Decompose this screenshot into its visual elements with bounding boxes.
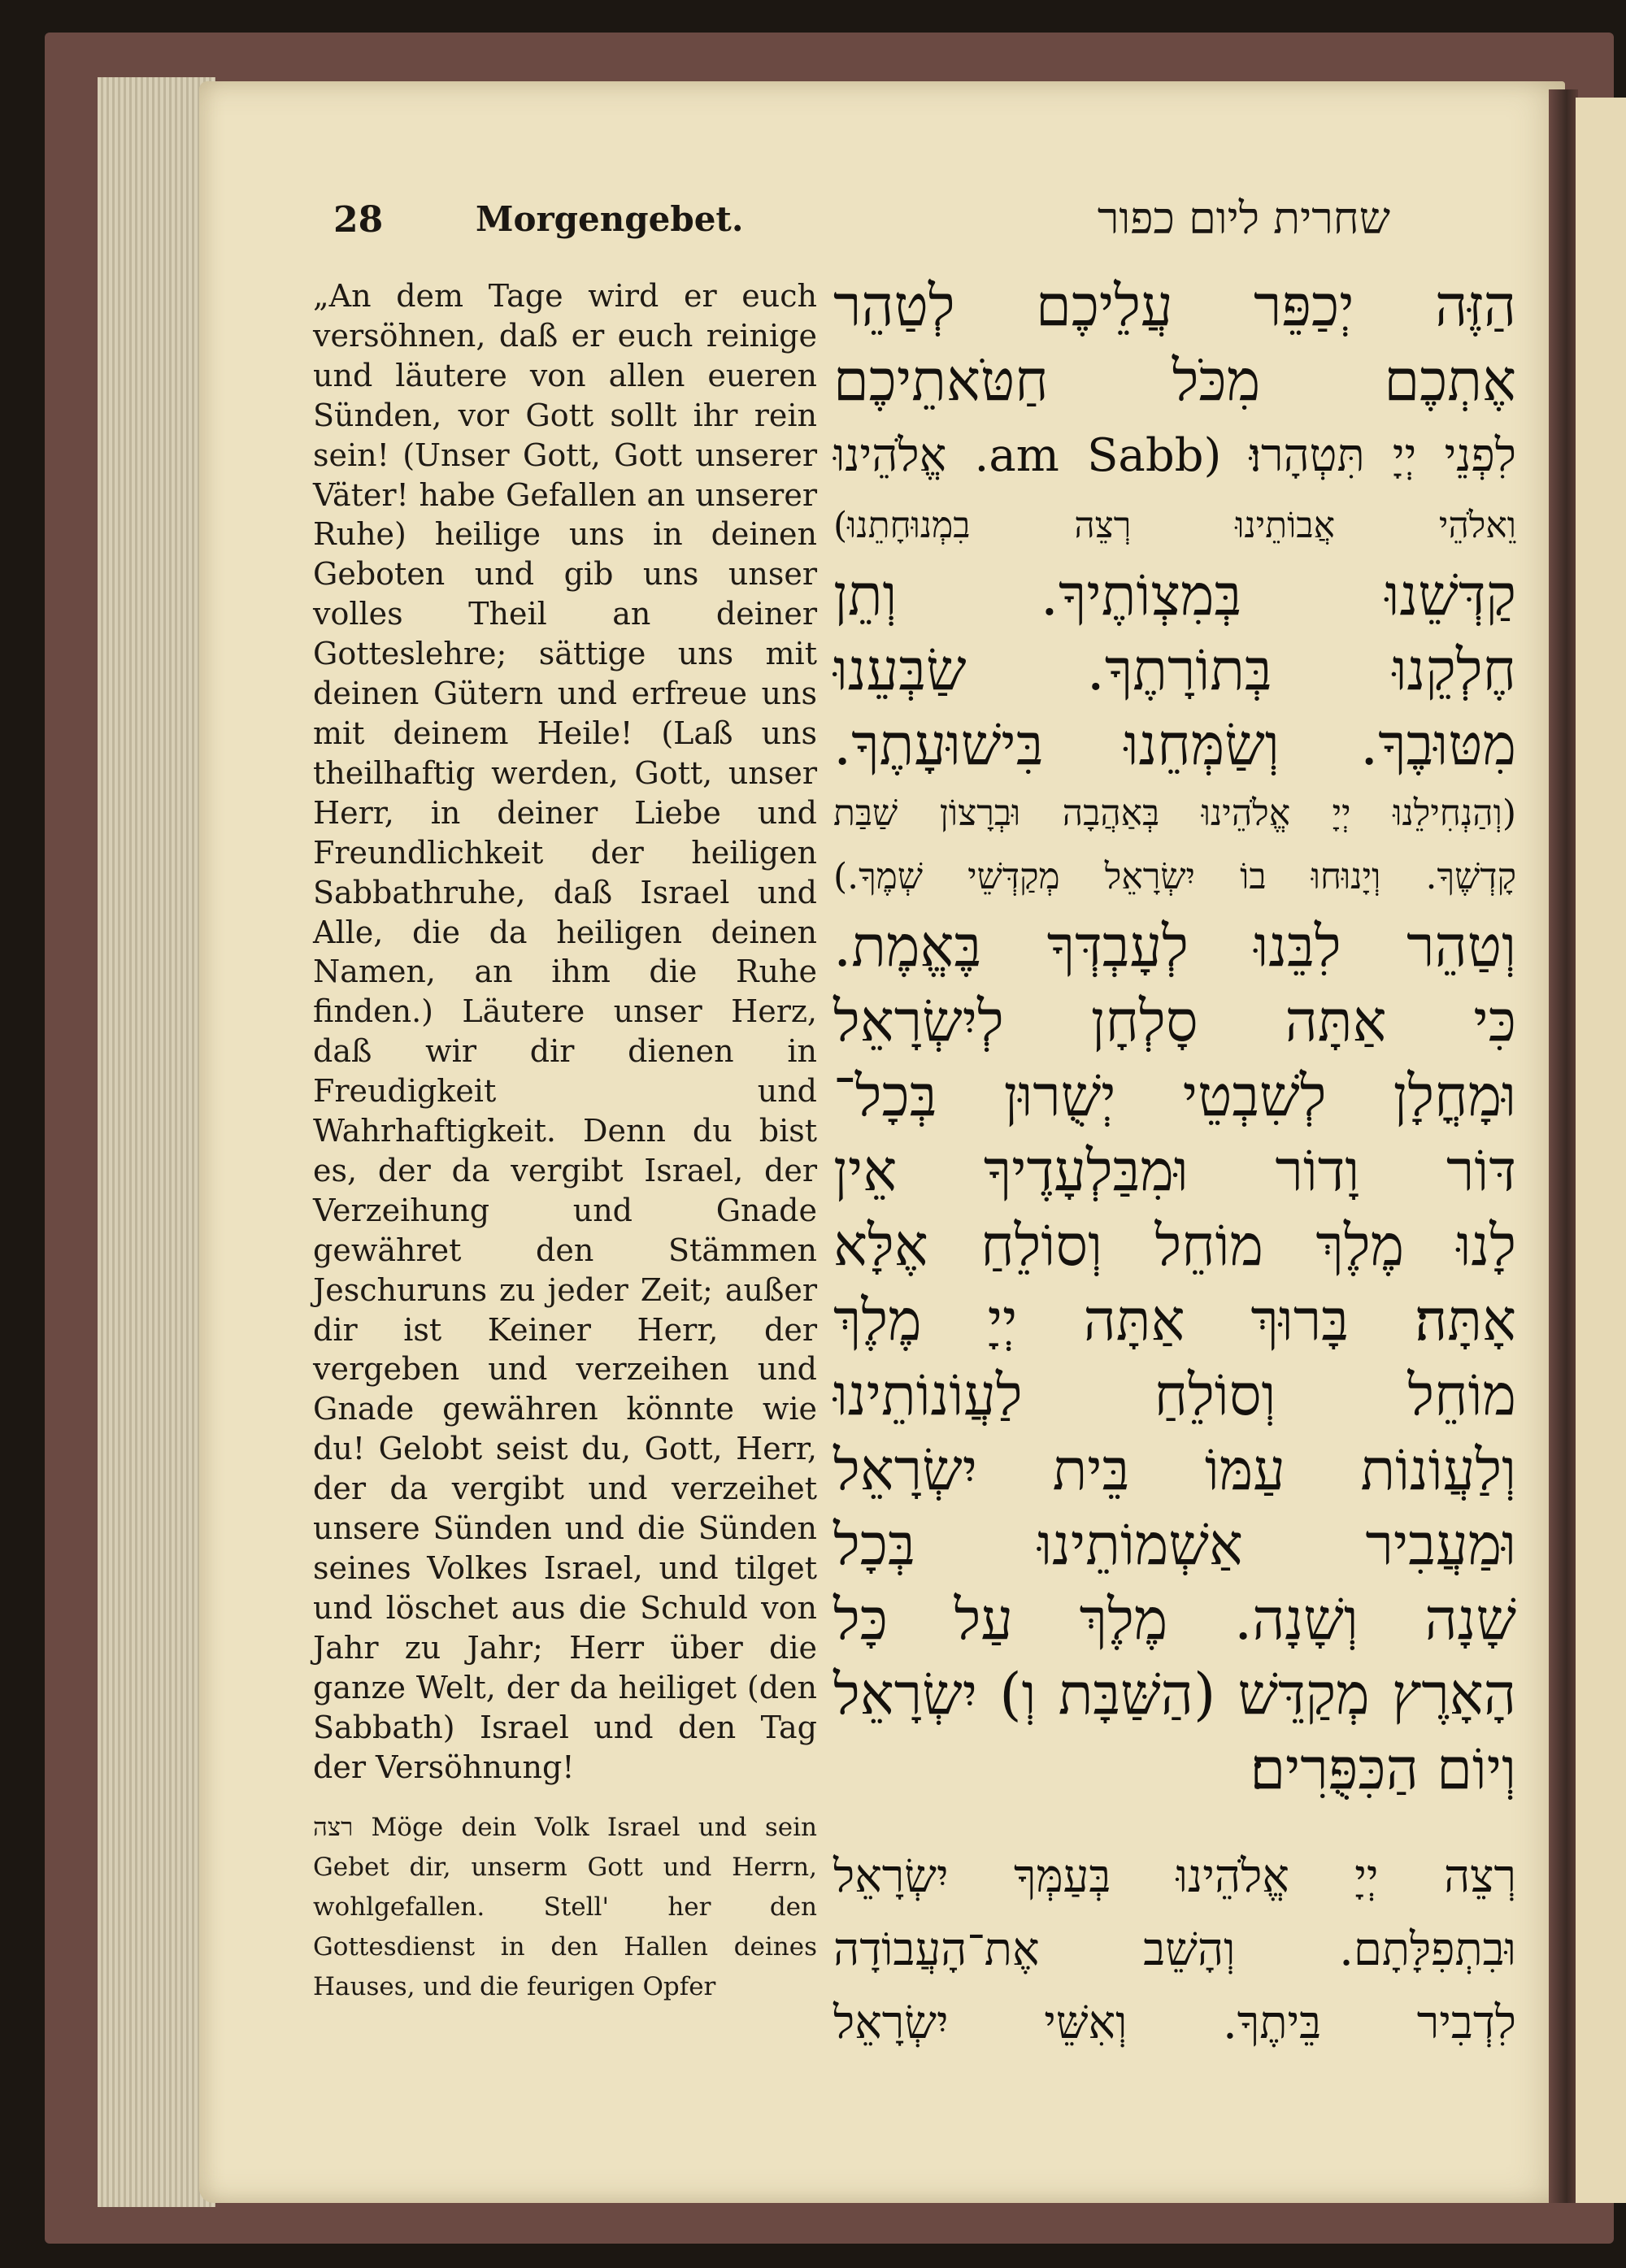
page-edges [98,77,215,2207]
hebrew-line: הַזֶּה יְכַפֵּר עֲלֵיכֶם לְטַהֵר [833,272,1516,339]
hebrew-running-title: שחרית ליום כפור [1097,193,1390,244]
hebrew-line: שָׁנָה וְשָׁנָה. מֶלֶךְ עַל כָּל [833,1586,1516,1653]
section-gap [833,1806,1516,1840]
german-paragraph-small: רצה Möge dein Volk Israel und sein Gebet dir, unserm Gott und Herrn, wohlgefallen. Stell' her den Gottesdienst in den Hallen deines Hauses, und die feurigen Opfer [313,1813,817,2002]
page-header [333,193,1390,260]
running-title: Morgengebet. [476,199,744,239]
hebrew-line: רְצֵה יְיָ אֱלֹהֵינוּ בְּעַמְּךָ יִשְׂרָאֵל [833,1850,1516,1903]
hebrew-line: כִּי אַתָּה סָלְחָן לְיִשְׂרָאֵל [833,988,1516,1054]
hebrew-line: לִפְנֵי יְיָ תִּטְהָרוּ׃ (am Sabb. אֱלֹהֵינוּ [833,429,1516,482]
hebrew-line: וּבִתְפִלָּתָם. וְהָשֵׁב אֶת־הָעֲבוֹדָה [833,1923,1516,1976]
hebrew-line-small: וֵאלֹהֵי אֲבוֹתֵינוּ רְצֵה בִמְנוּחָתֵנוּ) [833,505,1516,546]
book-gutter [1549,89,1578,2203]
hebrew-text-column [833,268,1516,2060]
hebrew-line: וְיוֹם הַכִּפֻּרִים׃ [1250,1736,1516,1802]
facing-page-edge [1576,98,1626,2203]
hebrew-line-small: קָדְשֶׁךָ. וְיָנוּחוּ בוֹ יִשְׂרָאֵל מְקַדְּשֵׁי שְׁמֶךָ.) [833,856,1516,897]
hebrew-line: וּמַעֲבִיר אַשְׁמוֹתֵינוּ בְּכָל [833,1511,1516,1578]
hebrew-line: חֶלְקֵנוּ בְּתוֹרָתֶךָ. שַׂבְּעֵנוּ [833,637,1516,703]
hebrew-line: וְטַהֵר לִבֵּנוּ לְעָבְדְּךָ בֶּאֱמֶת. [833,913,1516,980]
hebrew-line: אֶתְכֶם מִכֹּל חַטֹּאתֵיכֶם [833,347,1516,414]
hebrew-line: אָתָּה׃ בָּרוּךְ אַתָּה יְיָ מֶלֶךְ [833,1287,1516,1353]
hebrew-line: מִטּוּבֶךָ. וְשַׂמְּחֵנוּ בִּישׁוּעָתֶךָ. [833,711,1516,778]
hebrew-line-small: (וְהַנְחִילֵנוּ יְיָ אֱלֹהֵינוּ בְּאַהֲבָה וּבְרָצוֹן שַׁבַּת [833,793,1516,834]
hebrew-line: לָנוּ מֶלֶךְ מוֹחֵל וְסוֹלֵחַ אֶלָּא [833,1212,1516,1279]
hebrew-line: מוֹחֵל וְסוֹלֵחַ לַעֲוֹנוֹתֵינוּ [833,1362,1516,1428]
hebrew-line: וּמָחֳלָן לְשִׁבְטֵי יְשֻׁרוּן בְּכָל־ [833,1062,1516,1129]
hebrew-line: לִדְבִיר בֵּיתֶךָ. וְאִשֵּׁי יִשְׂרָאֵל [833,1996,1516,2049]
hebrew-line: הָאָרֶץ מְקַדֵּשׁ (הַשַּׁבָּת וְ) יִשְׂרָאֵל [833,1661,1516,1727]
hebrew-line: וְלַעֲוֹנוֹת עַמּוֹ בֵּית יִשְׂרָאֵל [833,1436,1516,1503]
german-translation-column [313,276,817,2007]
hebrew-line: דּוֹר וָדוֹר וּמִבַּלְעָדֶיךָ אֵין [833,1137,1516,1204]
page-number: 28 [333,199,384,241]
german-paragraph: „An dem Tage wird er euch versöhnen, daß er euch reinige und läutere von allen eueren Sünden, vor Gott sollt ihr rein sein! (Unser Gott, Gott unserer Väter! habe Gefallen an unserer Ruhe) heilige uns in deinen Geboten und gib uns unser volles Theil an deiner Gotteslehre; sättige uns mit deinen Gütern und erfreue uns mit deinem Heile! (Laß uns theilhaftig werden, Gott, unser Herr, in deiner Liebe und Freundlichkeit der heiligen Sabbathruhe, daß Israel und Alle, die da heiligen deinen Namen, an ihm die Ruhe finden.) Läutere unser Herz, daß wir dir dienen in Freudigkeit und Wahrhaftigkeit. Denn du bist es, der da vergibt Israel, der Verzeihung und Gnade gewähret den Stämmen Jeschuruns zu jeder Zeit; außer dir ist Keiner Herr, der vergeben und verzeihen und Gnade gewähren könnte wie du! Gelobt seist du, Gott, Herr, der da vergibt und verzeihet unsere Sünden und die Sünden seines Volkes Israel, und tilget und löschet aus die Schuld von Jahr zu Jahr; Herr über die ganze Welt, der da heiliget (den Sabbath) Israel und den Tag der Versöhnung! [313,278,817,1785]
hebrew-line: קַדְּשֵׁנוּ בְּמִצְוֹתֶיךָ. וְתֵן [833,562,1516,628]
